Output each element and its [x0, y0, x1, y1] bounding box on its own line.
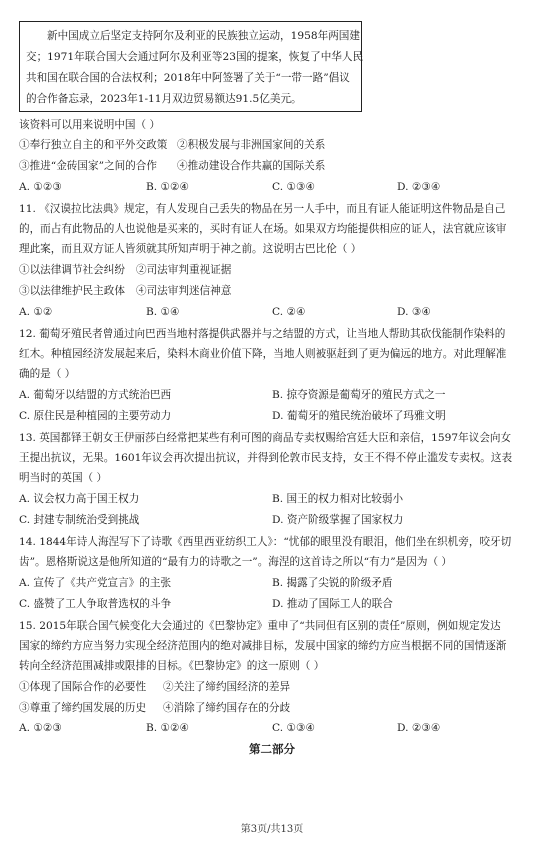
source-line: 的合作备忘录，2023年1-11月双边贸易额达91.5亿美元。: [26, 93, 302, 105]
option-a[interactable]: A. 葡萄牙以结盟的方式统治巴西: [19, 389, 172, 401]
source-line: 新中国成立后坚定支持阿尔及利亚的民族独立运动，1958年两国建: [47, 30, 360, 42]
statement-item: ②司法审判重视证据: [136, 264, 232, 276]
question-stem-line: 11. 《汉谟拉比法典》规定，有人发现自己丢失的物品在另一人手中，而且有证人能证明这件物品是自己: [19, 203, 506, 215]
option-b[interactable]: B. 国王的权力相对比较弱小: [272, 493, 404, 505]
statement-item: ④推动建设合作共赢的国际关系: [177, 160, 326, 172]
option-b[interactable]: B. ①②④: [146, 181, 190, 193]
question-stem-line: 转向全经济范围减排或限排的目标。《巴黎协定》的这一原则（ ）: [19, 660, 325, 672]
statement-item: ①以法律调节社会纠纷: [19, 264, 125, 276]
option-c[interactable]: C. ②④: [272, 306, 306, 318]
question-stem: 该资料可以用来说明中国（ ）: [19, 119, 161, 131]
statement-item: ③推进“金砖国家”之间的合作: [19, 160, 157, 172]
option-a[interactable]: A. 宣传了《共产党宣言》的主张: [19, 577, 172, 589]
statement-item: ③尊重了缔约国发展的历史: [19, 702, 147, 714]
question-stem-line: 红木。种植园经济发展起来后，染料木商业价值下降，当地人则被驱赶到了更为偏远的地方。对此理解准: [19, 348, 507, 360]
question-stem-line: 确的是（ ）: [19, 368, 76, 380]
question-stem-line: 国家的缔约方应当努力实现全经济范围内的绝对减排目标，发展中国家的缔约方应当根据不同的国情逐渐: [19, 640, 507, 652]
statement-item: ②关注了缔约国经济的差异: [163, 681, 291, 693]
option-b[interactable]: B. ①②④: [146, 722, 190, 734]
question-stem-line: 王提出抗议，无果。1601年议会再次提出抗议，并得到伦敦市民支持，女王不得不停止滥发专卖权。这表: [19, 452, 513, 464]
option-d[interactable]: D. ③④: [397, 306, 431, 318]
option-c[interactable]: C. 封建专制统治受到挑战: [19, 514, 140, 526]
source-line: 交；1971年联合国大会通过阿尔及利亚等23国的提案，恢复了中华人民: [26, 51, 364, 63]
option-c[interactable]: C. ①③④: [272, 722, 315, 734]
option-b[interactable]: B. ①④: [146, 306, 180, 318]
statement-item: ④司法审判迷信神意: [136, 285, 232, 297]
question-stem-line: 12. 葡萄牙殖民者曾通过向巴西当地村落提供武器并与之结盟的方式，让当地人帮助其砍伐能制作染料的: [19, 328, 506, 340]
option-d[interactable]: D. ②③④: [397, 722, 441, 734]
option-c[interactable]: C. 原住民是种植园的主要劳动力: [19, 410, 172, 422]
section-title: 第二部分: [249, 742, 295, 756]
option-d[interactable]: D. 葡萄牙的殖民统治破坏了玛雅文明: [272, 410, 446, 422]
source-material-box: [19, 21, 362, 112]
question-stem-line: 齿”。恩格斯说这是他所知道的“最有力的诗歌之一”。海涅的这首诗之所以“有力”是因为（ ）: [19, 556, 453, 568]
option-c[interactable]: C. ①③④: [272, 181, 315, 193]
option-a[interactable]: A. ①②: [19, 306, 53, 318]
statement-item: ④消除了缔约国存在的分歧: [163, 702, 291, 714]
option-c[interactable]: C. 盛赞了工人争取普选权的斗争: [19, 598, 172, 610]
option-d[interactable]: D. 资产阶级掌握了国家权力: [272, 514, 404, 526]
statement-item: ①体现了国际合作的必要性: [19, 681, 147, 693]
statement-item: ②积极发展与非洲国家间的关系: [177, 139, 326, 151]
statement-item: ③以法律维护民主政体: [19, 285, 125, 297]
option-a[interactable]: A. 议会权力高于国王权力: [19, 493, 140, 505]
question-stem-line: 15. 2015年联合国气候变化大会通过的《巴黎协定》重申了“共同但有区别的责任”原则，例如规定发达: [19, 620, 501, 632]
question-stem-line: 明当时的英国（ ）: [19, 472, 108, 484]
option-d[interactable]: D. 推动了国际工人的联合: [272, 598, 393, 610]
option-b[interactable]: B. 掠夺资源是葡萄牙的殖民方式之一: [272, 389, 446, 401]
option-d[interactable]: D. ②③④: [397, 181, 441, 193]
statement-item: ①奉行独立自主的和平外交政策: [19, 139, 168, 151]
option-a[interactable]: A. ①②③: [19, 722, 62, 734]
option-b[interactable]: B. 揭露了尖锐的阶级矛盾: [272, 577, 393, 589]
question-stem-line: 理此案，而且双方证人皆须就其所知声明于神之前。这说明古巴比伦（ ）: [19, 243, 362, 255]
question-stem-line: 14. 1844年诗人海涅写下了诗歌《西里西亚纺织工人》：“忧郁的眼里没有眼泪，他们坐在织机旁，咬牙切: [19, 536, 512, 548]
question-stem-line: 的，而占有此物品的人也说他是买来的，买时有证人在场。如果双方均能提供相应的证人，法官就应该审: [19, 223, 507, 235]
option-a[interactable]: A. ①②③: [19, 181, 62, 193]
question-stem-line: 13. 英国都铎王朝女王伊丽莎白经常把某些有利可图的商品专卖权赐给宫廷大臣和亲信，1597年议会向女: [19, 432, 512, 444]
page-number: 第3页/共13页: [240, 824, 304, 835]
source-line: 共和国在联合国的合法权利；2018年中阿签署了关于“一带一路”倡议: [26, 72, 350, 84]
